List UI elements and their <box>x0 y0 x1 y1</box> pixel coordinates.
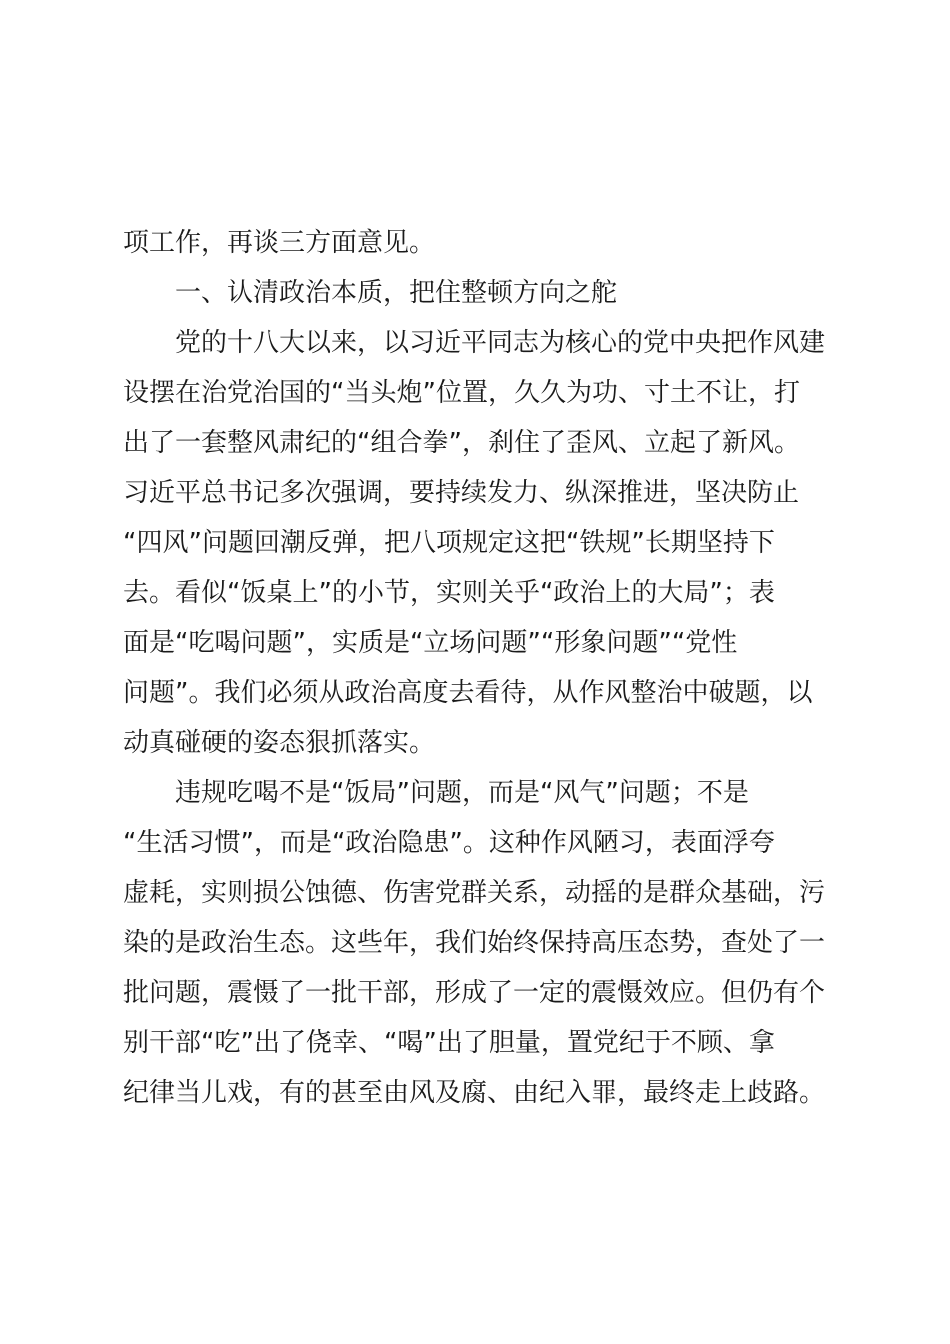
paragraph-first-line: 党的十八大以来，以习近平同志为核心的党中央把作风建 <box>175 328 826 358</box>
text-line: 习近平总书记多次强调，要持续发力、纵深推进，坚决防止 <box>123 478 800 508</box>
text-line: 设摆在治党治国的“当头炮”位置，久久为功、寸土不让，打 <box>123 378 800 408</box>
text-line: 出了一套整风肃纪的“组合拳”，刹住了歪风、立起了新风。 <box>123 428 800 458</box>
text-line: 别干部“吃”出了侥幸、“喝”出了胆量，置党纪于不顾、拿 <box>123 1028 775 1058</box>
text-line: 染的是政治生态。这些年，我们始终保持高压态势，查处了一 <box>123 928 826 958</box>
text-line: 虚耗，实则损公蚀德、伤害党群关系，动摇的是群众基础，污 <box>123 878 826 908</box>
text-line: “生活习惯”，而是“政治隐患”。这种作风陋习，表面浮夸 <box>123 828 775 858</box>
text-line: “四风”问题回潮反弹，把八项规定这把“铁规”长期坚持下 <box>123 528 775 558</box>
text-line: 动真碰硬的姿态狠抓落实。 <box>123 728 436 758</box>
text-line: 批问题，震慑了一批干部，形成了一定的震慑效应。但仍有个 <box>123 978 826 1008</box>
text-line: 项工作，再谈三方面意见。 <box>123 228 436 258</box>
paragraph-first-line: 违规吃喝不是“饭局”问题，而是“风气”问题；不是 <box>175 778 749 808</box>
paragraph-first-line: 一、认清政治本质，把住整顿方向之舵 <box>175 278 618 308</box>
text-line: 面是“吃喝问题”，实质是“立场问题”“形象问题”“党性 <box>123 628 738 658</box>
document-body <box>123 218 826 1118</box>
text-line: 去。看似“饭桌上”的小节，实则关乎“政治上的大局”；表 <box>123 578 775 608</box>
text-line: 纪律当儿戏，有的甚至由风及腐、由纪入罪，最终走上歧路。 <box>123 1078 826 1108</box>
text-line: 问题”。我们必须从政治高度去看待，从作风整治中破题，以 <box>123 678 813 708</box>
